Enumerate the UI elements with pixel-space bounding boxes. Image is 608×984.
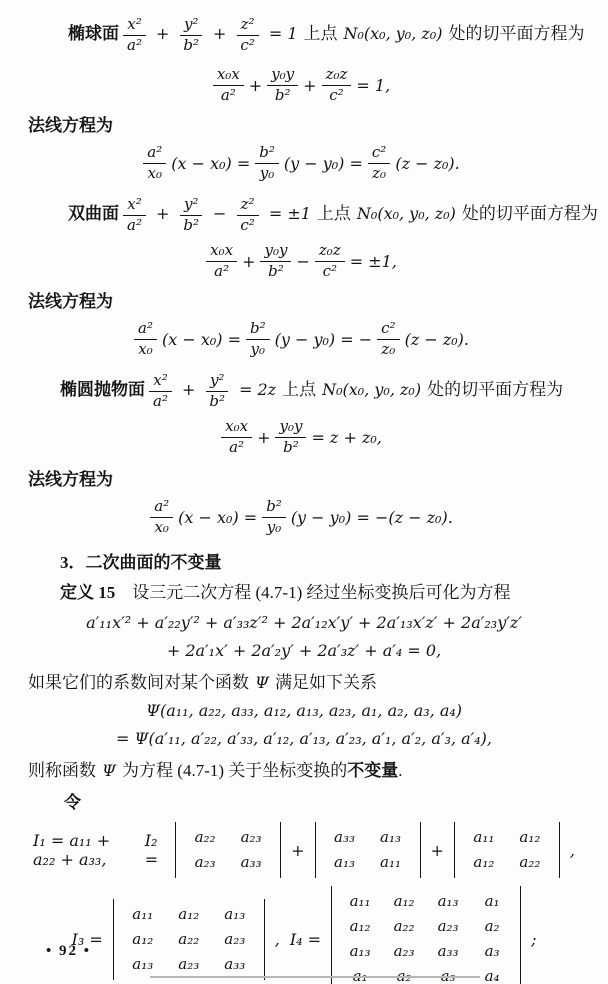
invariant-conclusion-paragraph <box>28 758 580 784</box>
matrix-entry: a₃ <box>484 942 500 960</box>
matrix-entry: a₂₃ <box>393 942 415 960</box>
matrix-entry: a₁₃ <box>380 828 401 846</box>
fraction-numerator: x₀x <box>221 418 252 437</box>
fraction-denominator: a² <box>220 85 236 104</box>
math-text: I₁ = a₁₁ + a₂₂ + a₃₃, <box>33 831 111 869</box>
math-text: 椭圆抛物面 <box>60 380 145 399</box>
math-text: 为方程 (4.7-1) 关于坐标变换的 <box>122 761 348 780</box>
page-number: • 92 • <box>46 943 92 959</box>
matrix-entry: a₁₂ <box>349 917 371 935</box>
matrix-entry: a₁₃ <box>224 904 246 923</box>
fraction-denominator: z₀ <box>381 339 396 358</box>
math-fraction <box>275 418 306 456</box>
math-fraction <box>260 242 291 280</box>
section-heading-invariants: 3．二次曲面的不变量 <box>60 553 222 572</box>
matrix-entry: a₁₁ <box>132 904 154 923</box>
fraction-numerator: b² <box>255 144 279 163</box>
ellipsoid-normal-line-equation <box>28 140 580 186</box>
fraction-denominator: a² <box>127 35 142 54</box>
quadratic-equation-line-2: + 2a′₁x′ + 2a′₂y′ + 2a′₃z′ + a′₄ = 0, <box>166 641 442 660</box>
math-text: (z − z₀). <box>404 329 469 349</box>
fraction-numerator: y² <box>180 16 203 35</box>
fraction-denominator: x₀ <box>154 517 169 536</box>
matrix-entry: a₂₃ <box>224 929 246 948</box>
math-text: = 1, <box>356 75 391 95</box>
math-text: 定义 15 <box>60 583 116 602</box>
matrix-entry: a₁₁ <box>349 892 371 910</box>
invariants-I3-I4-equation <box>28 886 580 984</box>
math-text: = ±1 <box>268 204 311 223</box>
math-text: + <box>181 380 196 399</box>
fraction-denominator: c² <box>322 261 337 280</box>
math-text: + <box>155 24 170 43</box>
normal-line-label-1: 法线方程为 <box>28 116 113 135</box>
math-fraction <box>149 372 172 410</box>
fraction-numerator: z² <box>237 16 259 35</box>
math-text: 处的切平面方程为 <box>461 204 598 223</box>
matrix-entry: a₁₂ <box>473 853 495 871</box>
determinant <box>175 822 281 878</box>
determinant-row <box>322 825 414 850</box>
math-text: − <box>213 204 227 223</box>
matrix-entry: a₁₂ <box>393 892 415 910</box>
matrix-entry: a₂₃ <box>194 853 216 871</box>
fraction-numerator: z₀z <box>322 66 352 85</box>
invariants-I1-I2-equation <box>28 822 580 878</box>
fraction-numerator: y₀y <box>275 418 306 437</box>
matrix-entry: a₁ <box>484 892 500 910</box>
math-fraction <box>206 242 237 280</box>
fraction-numerator: a² <box>150 498 173 517</box>
math-text: 椭球面 <box>68 24 119 43</box>
fraction-denominator: y₀ <box>259 163 275 182</box>
determinant-row <box>182 825 274 850</box>
matrix-entry: a₁₃ <box>437 892 459 910</box>
fraction-numerator: x² <box>123 196 145 215</box>
determinant-row <box>338 914 514 939</box>
math-text: , <box>274 929 280 949</box>
math-fraction <box>179 16 203 54</box>
determinant-row <box>338 964 514 984</box>
determinant-row <box>322 850 414 875</box>
math-text: , <box>569 840 575 860</box>
math-fraction <box>377 320 399 358</box>
matrix-entry: a₄ <box>484 967 500 984</box>
matrix-entry: a₂₂ <box>194 828 216 846</box>
math-text: = 2z <box>239 380 277 399</box>
hyperboloid-normal-line-equation <box>28 316 580 362</box>
matrix-entry: a₃₃ <box>224 954 246 973</box>
determinant <box>113 899 265 980</box>
math-fraction <box>368 144 390 182</box>
math-fraction <box>123 196 146 234</box>
fraction-numerator: z₀z <box>315 242 345 261</box>
math-text: Ψ <box>102 761 117 780</box>
fraction-denominator: x₀ <box>138 339 153 358</box>
matrix-entry: a₂ <box>484 917 500 935</box>
math-text: Ψ <box>255 673 270 692</box>
math-fraction <box>236 196 258 234</box>
normal-line-label-2: 法线方程为 <box>28 292 113 311</box>
fraction-numerator: a² <box>143 144 166 163</box>
fraction-numerator: x² <box>149 372 171 391</box>
math-text: 满足如下关系 <box>275 673 378 692</box>
matrix-entry: a₁₃ <box>132 954 154 973</box>
fraction-denominator: a² <box>214 261 230 280</box>
math-fraction <box>213 66 244 104</box>
determinant <box>454 822 560 878</box>
math-text: N₀(x₀, y₀, z₀) <box>356 204 456 223</box>
math-text: 不变量 <box>347 761 399 780</box>
math-fraction <box>255 144 279 182</box>
matrix-entry: a₁₃ <box>334 853 355 871</box>
fraction-denominator: b² <box>183 35 199 54</box>
determinant-row <box>182 850 274 875</box>
quadratic-equation-line-1: a′₁₁x′² + a′₂₂y′² + a′₃₃z′² + 2a′₁₂x′y′ + 2a′₁₃x′z′ + 2a′₂₃y′z′ <box>86 613 522 632</box>
math-text: (y − y₀) = − <box>274 329 373 349</box>
fraction-denominator: b² <box>274 85 291 104</box>
fraction-numerator: z² <box>237 196 259 215</box>
matrix-entry: a₂₃ <box>178 954 200 973</box>
math-text: = 1 <box>268 24 298 43</box>
paraboloid-intro-paragraph <box>28 370 580 410</box>
determinant-row <box>120 952 258 977</box>
fraction-denominator: x₀ <box>147 163 162 182</box>
hyperboloid-intro-paragraph <box>28 194 598 234</box>
matrix-entry <box>426 964 470 984</box>
math-text: (x − x₀) = <box>161 329 241 349</box>
fraction-numerator: y² <box>206 372 229 391</box>
determinant-row <box>120 927 258 952</box>
fraction-denominator: a² <box>127 215 142 234</box>
math-fraction <box>205 372 229 410</box>
fraction-numerator: x₀x <box>206 242 237 261</box>
matrix-entry: a₁₁ <box>473 828 495 846</box>
psi-arguments-line-2: = Ψ(a′₁₁, a′₂₂, a′₃₃, a′₁₂, a′₁₃, a′₂₃, a′₁, a′₂, a′₃, a′₄), <box>116 729 492 748</box>
math-text: + <box>430 840 444 860</box>
matrix-entry: a₂₂ <box>178 929 200 948</box>
determinant-row <box>461 850 553 875</box>
fraction-denominator: b² <box>283 437 299 456</box>
math-text: (x − x₀) = <box>178 507 258 527</box>
fraction-denominator: c² <box>329 85 344 104</box>
paraboloid-tangent-plane-equation <box>28 414 580 460</box>
math-text: 处的切平面方程为 <box>427 380 564 399</box>
matrix-entry: a₃₃ <box>437 942 459 960</box>
matrix-entry: a₁₂ <box>132 929 154 948</box>
math-text: (z − z₀). <box>395 153 460 173</box>
math-text: N₀(x₀, y₀, z₀) <box>343 24 443 43</box>
fraction-numerator: b² <box>246 320 270 339</box>
determinant <box>331 886 521 984</box>
matrix-entry: a₃₃ <box>240 853 262 871</box>
math-text: I₃ = <box>71 929 103 949</box>
math-fraction <box>123 16 146 54</box>
psi-arguments-line-1: Ψ(a₁₁, a₂₂, a₃₃, a₁₂, a₁₃, a₂₃, a₁, a₂, a₃, a₄) <box>145 701 463 720</box>
math-text: I₂ = <box>144 831 159 869</box>
ellipsoid-intro-paragraph <box>28 14 585 54</box>
matrix-entry <box>338 964 382 984</box>
math-text: (y − y₀) = <box>283 153 363 173</box>
matrix-entry: a₃₃ <box>334 828 355 846</box>
fraction-denominator: a² <box>229 437 245 456</box>
math-text: ; <box>531 929 537 949</box>
math-fraction <box>236 16 258 54</box>
math-text: N₀(x₀, y₀, z₀) <box>322 380 422 399</box>
math-text: + <box>303 75 317 95</box>
normal-line-label-3: 法线方程为 <box>28 470 113 489</box>
math-text: 如果它们的系数间对某个函数 <box>28 673 249 692</box>
determinant-row <box>120 902 258 927</box>
fraction-denominator: c² <box>240 35 255 54</box>
math-text: 上点 <box>282 380 317 399</box>
math-fraction <box>246 320 270 358</box>
math-fraction <box>322 66 352 104</box>
fraction-numerator: x² <box>123 16 145 35</box>
fraction-numerator: y² <box>180 196 203 215</box>
determinant-row <box>338 889 514 914</box>
math-text: + <box>257 427 271 447</box>
math-text: (x − x₀) = <box>171 153 251 173</box>
math-fraction <box>150 498 173 536</box>
math-text: . <box>398 761 403 780</box>
paraboloid-normal-line-equation <box>28 494 580 540</box>
matrix-entry: a₂₃ <box>437 917 459 935</box>
determinant-row <box>338 939 514 964</box>
math-text: I₄ = <box>289 929 322 949</box>
math-text: 上点 <box>316 204 351 223</box>
matrix-entry: a₂₃ <box>240 828 262 846</box>
fraction-denominator: y₀ <box>250 339 266 358</box>
scan-edge-artifact <box>150 976 480 978</box>
psi-condition-paragraph <box>28 670 580 696</box>
matrix-entry: a₂₂ <box>393 917 415 935</box>
matrix-entry <box>382 964 426 984</box>
math-fraction <box>267 66 298 104</box>
math-text: + <box>155 204 170 223</box>
fraction-numerator: y₀y <box>260 242 291 261</box>
math-text: 处的切平面方程为 <box>448 24 585 43</box>
let-word: 令 <box>64 793 81 812</box>
math-text: + <box>248 75 263 95</box>
math-text: 设三元二次方程 (4.7-1) 经过坐标变换后可化为方程 <box>115 583 511 602</box>
math-text: 则称函数 <box>28 761 96 780</box>
math-text: = z + z₀, <box>311 427 382 447</box>
math-fraction <box>143 144 166 182</box>
fraction-denominator: c² <box>240 215 255 234</box>
fraction-denominator: z₀ <box>372 163 387 182</box>
math-text: 上点 <box>303 24 338 43</box>
math-text: + <box>291 840 305 860</box>
math-text: 双曲面 <box>68 204 119 223</box>
hyperboloid-tangent-plane-equation <box>28 238 580 284</box>
fraction-denominator: b² <box>268 261 284 280</box>
math-fraction <box>179 196 203 234</box>
fraction-denominator: b² <box>183 215 199 234</box>
matrix-entry: a₁₂ <box>519 828 541 846</box>
matrix-entry: a₁₂ <box>178 904 200 923</box>
fraction-numerator: y₀y <box>267 66 298 85</box>
math-text: − <box>296 251 310 271</box>
fraction-numerator: c² <box>377 320 399 339</box>
matrix-entry: a₁₃ <box>349 942 371 960</box>
definition-15-paragraph <box>28 580 580 606</box>
math-text: + <box>213 24 227 43</box>
fraction-denominator: a² <box>153 391 168 410</box>
determinant <box>315 822 421 878</box>
matrix-entry: a₂₂ <box>519 853 541 871</box>
determinant-row <box>461 825 553 850</box>
fraction-denominator: y₀ <box>266 517 282 536</box>
matrix-entry: a₁₁ <box>380 853 401 871</box>
fraction-numerator: x₀x <box>213 66 244 85</box>
fraction-denominator: b² <box>209 391 225 410</box>
fraction-numerator: c² <box>368 144 390 163</box>
ellipsoid-tangent-plane-equation <box>28 62 580 108</box>
math-fraction <box>315 242 345 280</box>
math-text: + <box>242 251 256 271</box>
fraction-numerator: a² <box>134 320 157 339</box>
math-fraction <box>134 320 157 358</box>
fraction-numerator: b² <box>262 498 286 517</box>
math-fraction <box>221 418 252 456</box>
math-text: (y − y₀) = −(z − z₀). <box>290 507 453 527</box>
math-fraction <box>262 498 286 536</box>
math-text: = ±1, <box>349 251 397 271</box>
